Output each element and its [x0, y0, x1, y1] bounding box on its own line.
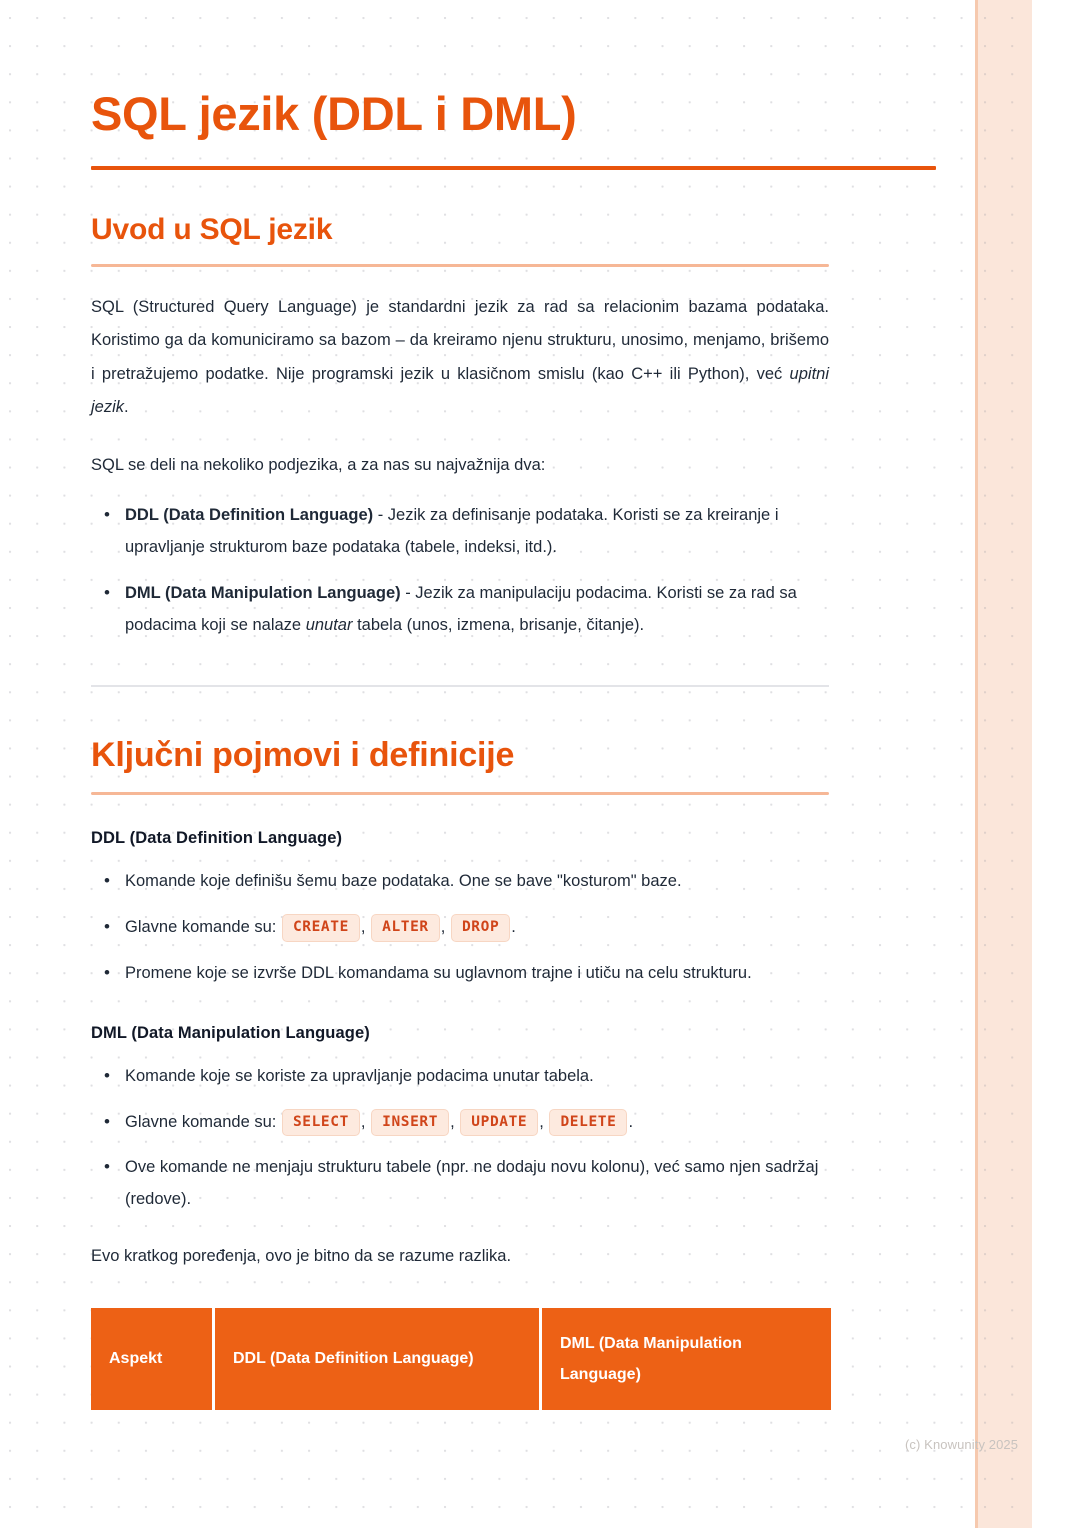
list-item	[91, 912, 831, 944]
list-item: • Promene koje se izvrše DDL komandama su uglavnom trajne i utiču na celu strukturu.	[91, 958, 831, 990]
list-item	[91, 578, 831, 642]
intro-paragraph-text: SQL (Structured Query Language) je standardni jezik za rad sa relacionim bazama podataka. Koristimo ga da komuniciramo sa bazom – da kreiramo njenu strukturu, unosimo, menjamo, brišemo i pretražujemo podatke. Nije programski jezik u klasičnom smislu (kao C++ ili Python), već	[91, 297, 829, 383]
code-chip-create: CREATE	[282, 914, 360, 942]
section-heading-kljucni-pojmovi: Ključni pojmovi i definicije	[91, 736, 515, 775]
watermark: (c) Knowunity 2025	[905, 1437, 1019, 1452]
table-header-dml: DML (Data Manipulation Language)	[542, 1308, 831, 1410]
list-item: • Ove komande ne menjaju strukturu tabele (npr. ne dodaju novu kolonu), već samo njen sadržaj (redove).	[91, 1152, 831, 1216]
list-item	[91, 1107, 831, 1139]
table-row	[91, 1308, 831, 1410]
commands-prefix: Glavne komande su:	[125, 1112, 277, 1131]
chip-separator: ,	[360, 1112, 366, 1131]
table-header-ddl: DDL (Data Definition Language)	[215, 1308, 542, 1410]
list-item-term: DDL (Data Definition Language)	[125, 506, 374, 525]
section-heading-uvod: Uvod u SQL jezik	[91, 212, 333, 246]
commands-prefix: Glavne komande su:	[125, 918, 277, 937]
list-item: • Komande koje definišu šemu baze podataka. One se bave "kosturom" baze.	[91, 866, 831, 898]
list-item	[91, 500, 831, 564]
code-chip-update: UPDATE	[460, 1109, 538, 1137]
right-margin-stripe	[975, 0, 1032, 1528]
code-chip-drop: DROP	[451, 914, 510, 942]
sublanguages-list	[91, 482, 831, 641]
document-content	[91, 0, 843, 1410]
subsection-label-ddl: DDL (Data Definition Language)	[91, 829, 343, 848]
right-outer-margin	[1032, 0, 1080, 1528]
ddl-list	[91, 848, 831, 990]
comparison-table-header	[91, 1308, 831, 1410]
intro-paragraph-tail: .	[124, 398, 129, 417]
chip-terminator: .	[628, 1112, 634, 1131]
chip-terminator: .	[511, 918, 516, 937]
code-chip-select: SELECT	[282, 1109, 360, 1137]
intro-paragraph	[91, 267, 829, 425]
subsection-label-dml: DML (Data Manipulation Language)	[91, 1023, 370, 1042]
code-chip-alter: ALTER	[371, 914, 440, 942]
list-item-text: - Jezik za manipulaciju podacima. Koristi se za rad sa podacima koji se nalaze	[125, 583, 797, 634]
chip-separator: ,	[440, 918, 446, 937]
chip-separator: ,	[450, 1112, 455, 1131]
code-chip-insert: INSERT	[371, 1109, 449, 1137]
page-title: SQL jezik (DDL i DML)	[91, 87, 577, 140]
sublanguages-lead-paragraph: SQL se deli na nekoliko podjezika, a za nas su najvažnija dva:	[91, 455, 546, 474]
dml-list	[91, 1043, 831, 1216]
intro-paragraph-emphasis: upitni jezik	[91, 364, 829, 417]
list-item: • Komande koje se koriste za upravljanje podacima unutar tabela.	[91, 1061, 831, 1093]
comparison-table	[91, 1308, 831, 1410]
comparison-lead-paragraph: Evo kratkog poređenja, ovo je bitno da se razume razlika.	[91, 1247, 512, 1266]
table-header-aspekt: Aspekt	[91, 1308, 215, 1410]
list-item-term: DML (Data Manipulation Language)	[125, 583, 401, 602]
list-item-emphasis: unutar	[305, 615, 353, 634]
chip-separator: ,	[539, 1112, 544, 1131]
chip-separator: ,	[360, 918, 366, 937]
code-chip-delete: DELETE	[549, 1109, 627, 1137]
list-item-text: - Jezik za definisanje podataka. Koristi se za kreiranje i upravljanje strukturom baze podataka (tabele, indeksi, itd.).	[125, 506, 779, 556]
list-item-text-tail: tabela (unos, izmena, brisanje, čitanje).	[352, 615, 645, 634]
